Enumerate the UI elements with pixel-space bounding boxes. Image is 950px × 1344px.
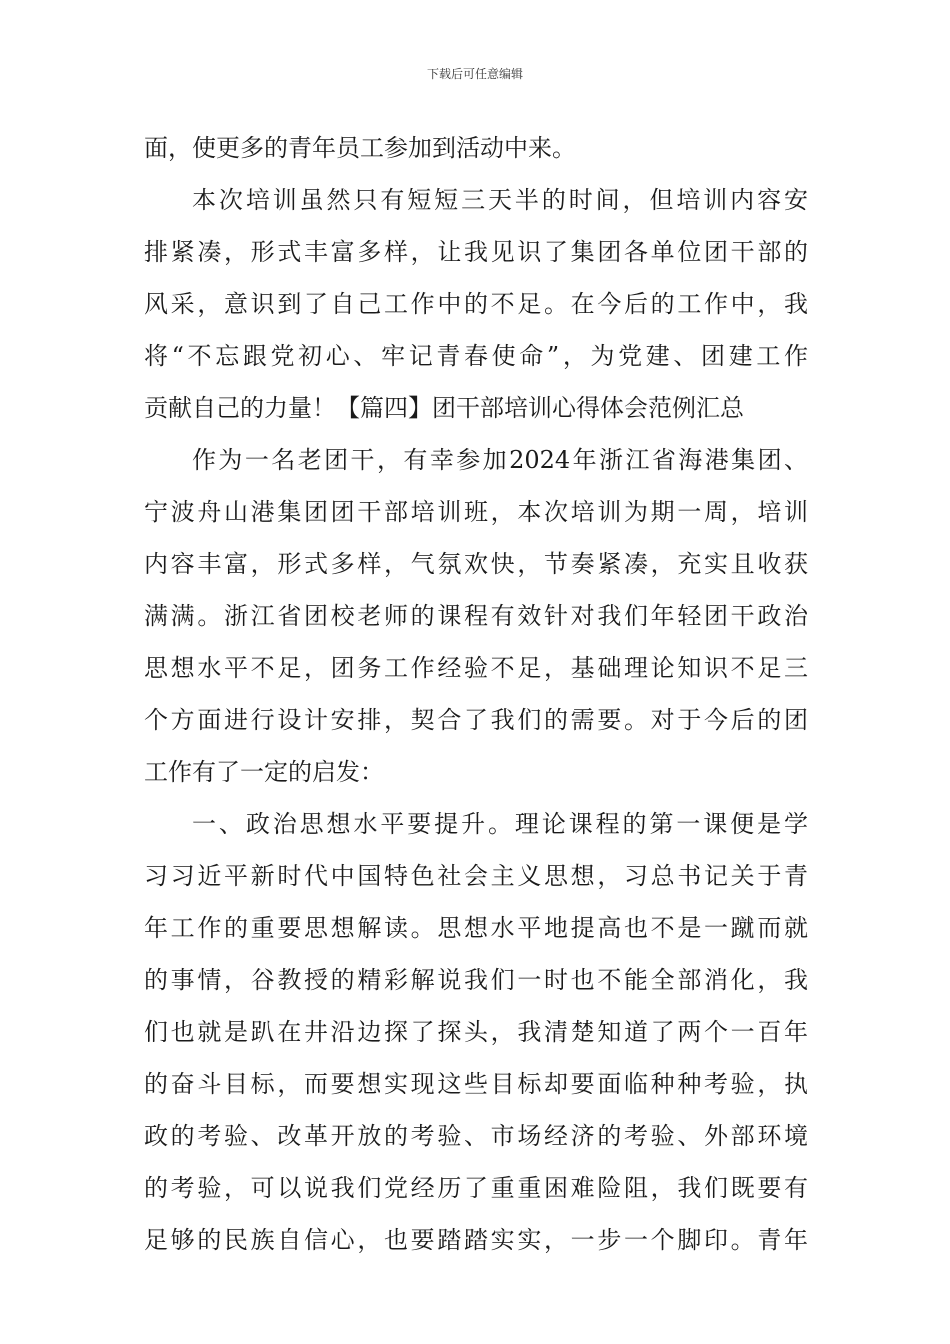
page-header: 下载后可任意编辑 <box>426 67 523 81</box>
text-line: 习习近平新时代中国特色社会主义思想，习总书记关于青 <box>144 862 808 890</box>
text-line: 们也就是趴在井沿边探了探头，我清楚知道了两个一百年 <box>144 1018 808 1046</box>
text-line: 个方面进行设计安排，契合了我们的需要。对于今后的团 <box>144 706 808 734</box>
text-line: 一、政治思想水平要提升。理论课程的第一课便是学 <box>192 810 808 838</box>
text-line: 足够的民族自信心，也要踏踏实实，一步一个脚印。青年 <box>144 1226 808 1254</box>
text-line: 思想水平不足，团务工作经验不足，基础理论知识不足三 <box>144 654 808 682</box>
text-line: 的考验，可以说我们党经历了重重困难险阻，我们既要有 <box>144 1174 808 1202</box>
text-line: 工作有了一定的启发： <box>144 758 384 786</box>
text-line: 的事情，谷教授的精彩解说我们一时也不能全部消化，我 <box>144 966 808 994</box>
text-line: 内容丰富，形式多样，气氛欢快，节奏紧凑，充实且收获 <box>144 550 808 578</box>
document-body <box>144 126 808 1270</box>
text-line: 宁波舟山港集团团干部培训班，本次培训为期一周，培训 <box>144 498 808 526</box>
text-line: 年工作的重要思想解读。思想水平地提高也不是一蹴而就 <box>144 914 808 942</box>
text-line: 本次培训虽然只有短短三天半的时间，但培训内容安 <box>192 186 808 214</box>
text-line: 将“不忘跟党初心、牢记青春使命”，为党建、团建工作 <box>144 342 808 370</box>
text-line: 的奋斗目标，而要想实现这些目标却要面临种种考验，执 <box>144 1070 808 1098</box>
text-line: 贡献自己的力量！【篇四】团干部培训心得体会范例汇总 <box>144 394 744 422</box>
text-line: 风采，意识到了自己工作中的不足。在今后的工作中，我 <box>144 290 808 318</box>
text-line: 面，使更多的青年员工参加到活动中来。 <box>144 134 576 162</box>
text-line: 作为一名老团干，有幸参加2024年浙江省海港集团、 <box>192 446 808 474</box>
text-line: 政的考验、改革开放的考验、市场经济的考验、外部环境 <box>144 1122 808 1150</box>
text-line: 满满。浙江省团校老师的课程有效针对我们年轻团干政治 <box>144 602 808 630</box>
text-line: 排紧凑，形式丰富多样，让我见识了集团各单位团干部的 <box>144 238 808 266</box>
